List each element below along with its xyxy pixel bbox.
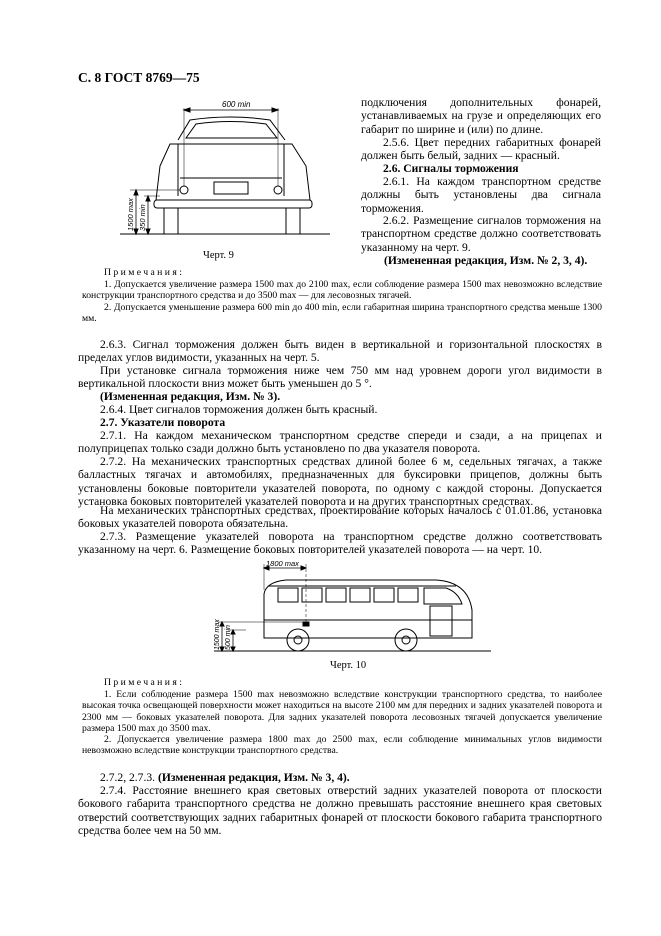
figure-9-car-rear xyxy=(120,96,345,246)
section-2-7-heading: 2.7. Указатели поворота xyxy=(100,416,226,429)
para-2-7-2-2-7-3 xyxy=(100,771,350,784)
notes-2-title: Примечания: xyxy=(104,677,185,688)
fig10-dim-height-max: 1500 max xyxy=(214,619,221,650)
right-para-4: 2.6.2. Размещение сигналов торможения на транспортном средстве должно соответствовать указанному на черт. 9. xyxy=(361,214,601,254)
edit-note-2: (Измененная редакция, Изм. № 3). xyxy=(100,390,281,403)
right-para-3: 2.6.1. На каждом транспортном средстве должны быть установлены два сигнала торможения. xyxy=(361,175,601,215)
fig10-dim-height-min: 500 min xyxy=(225,625,232,650)
fig9-caption: Черт. 9 xyxy=(203,250,234,261)
para-2-7-4: 2.7.4. Расстояние внешнего края световых отверстий задних указателей поворота от плоскости бокового габарита транспортного средства не должно превышать расстояние внешнего края световых отверстий соответствующих задних габаритных фонарей от плоскости бокового габарита транспортного средства более чем на 50 мм. xyxy=(78,784,602,837)
edit-note-1: (Измененная редакция, Изм. № 2, 3, 4). xyxy=(384,254,588,267)
right-para-2: 2.5.6. Цвет передних габаритных фонарей должен быть белый, задних — красный. xyxy=(361,136,601,163)
page-header: С. 8 ГОСТ 8769—75 xyxy=(78,70,200,85)
fig9-dim-height-min: 350 min xyxy=(138,204,147,231)
para-2-7-1: 2.7.1. На каждом механическом транспортном средстве спереди и сзади, а на прицепах и полуприцепах только сзади должно быть установлено по два указателя поворота. xyxy=(78,429,602,456)
fig10-dim-length: 1800 max xyxy=(266,560,299,568)
figure-10-bus-side xyxy=(206,560,496,660)
edit-note-3: (Измененная редакция, Изм. № 3, 4). xyxy=(157,771,350,784)
fig9-dim-height-max: 1500 max xyxy=(126,198,135,231)
notes-1-item-1: 1. Допускается увеличение размера 1500 max до 2100 max, если соблюдение размера 1500 max невозможно вследствие конструкции транспортного средства и до 3500 max — для лесовозных тягачей. xyxy=(82,279,602,302)
fig9-dim-width: 600 min xyxy=(222,100,251,109)
right-para-1: подключения дополнительных фонарей, устанавливаемых на грузе и определяющих его габарит по ширине и (или) по длине. xyxy=(361,96,601,136)
para-2-6-3b: При установке сигнала торможения ниже чем 750 мм над уровнем дороги угол видимости в вертикальной плоскости вниз может быть уменьшен до 5 °. xyxy=(78,364,602,391)
notes-1-item-2: 2. Допускается уменьшение размера 600 min до 400 min, если габаритная ширина транспортного средства меньше 1300 мм. xyxy=(82,302,602,325)
notes-2-item-1: 1. Если соблюдение размера 1500 max невозможно вследствие конструкции транспортного средства, то наиболее высокая точка освещающей поверхности может находиться на высоте 2100 мм для передних и задних указателей поворота и 2300 мм — боковых указателей поворота. Для задних указателей поворота лесовозных тягачей допускается увеличение размера 1500 max до 3500 max. xyxy=(82,689,602,734)
para-2-6-3: 2.6.3. Сигнал торможения должен быть виден в вертикальной и горизонтальной плоскостях в пределах углов видимости, указанных на черт. 5. xyxy=(78,338,602,365)
notes-2-item-2: 2. Допускается увеличение размера 1800 max до 2500 max, если соблюдение минимальных углов видимости невозможно вследствие конструкции транспортного средства. xyxy=(82,734,602,757)
section-2-6-heading: 2.6. Сигналы торможения xyxy=(383,162,519,175)
fig10-caption: Черт. 10 xyxy=(330,660,367,671)
para-2-7-2: 2.7.2. На механических транспортных средствах длиной более 6 м, седельных тягачах, а также балластных тягачах и автомобилях, предназначенных для буксировки прицепов, должны быть установлены боковые повторители указателей поворота, по одному с каждой стороны. Допускается установка боковых повторителей указателей поворота и на других транспортных средствах. xyxy=(78,455,602,508)
para-2-7-2-2-7-3-number: 2.7.2, 2.7.3. xyxy=(100,771,156,784)
para-2-7-3: 2.7.3. Размещение указателей поворота на транспортном средстве должно соответствовать указанному на черт. 6. Размещение боковых повторителей указателей поворота — на черт. 10. xyxy=(78,530,602,557)
para-2-6-4: 2.6.4. Цвет сигналов торможения должен быть красный. xyxy=(100,403,378,416)
para-2-7-2b: На механических транспортных средствах, проектирование которых началось с 01.01.86, установка боковых указателей поворота обязательна. xyxy=(78,504,602,531)
notes-1-title: Примечания: xyxy=(104,267,185,278)
